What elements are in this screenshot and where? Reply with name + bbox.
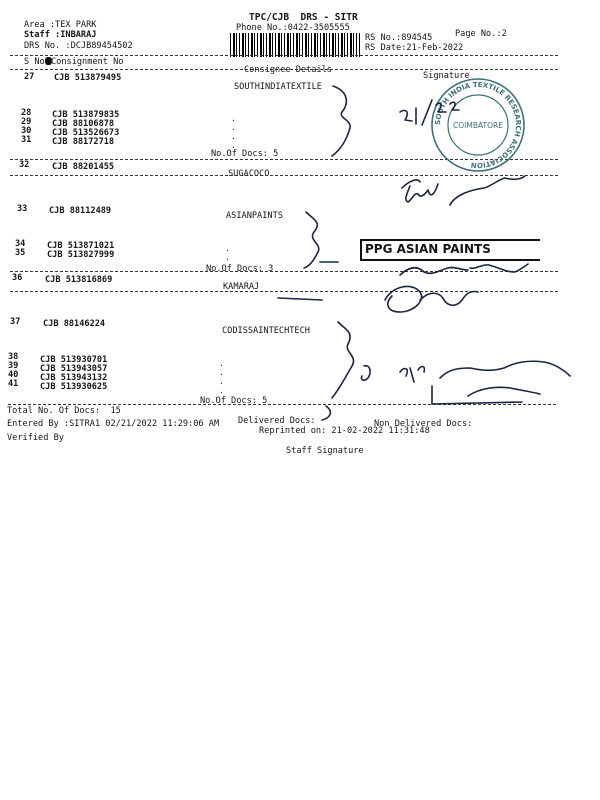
signature-stroke — [361, 366, 370, 380]
dot-mark: . — [219, 359, 224, 368]
consignment-number: CJB 513816869 — [45, 275, 113, 285]
serial-number: 36 — [12, 273, 23, 283]
col-consignee-details: Consignee Details — [244, 65, 332, 75]
serial-number: 27 — [24, 72, 35, 82]
col-consignment-no: Consignment No — [51, 57, 124, 67]
serial-number: 34 — [15, 239, 26, 249]
docs-count: No.Of Docs: 3 — [206, 264, 274, 274]
serial-number: 35 — [15, 248, 26, 258]
brace-mark — [332, 322, 354, 398]
consignment-number: CJB 88201455 — [52, 162, 115, 172]
consignment-number: CJB 513827999 — [47, 250, 115, 260]
signature-stroke — [432, 386, 522, 404]
dot-mark: . — [219, 377, 224, 386]
seal-city-text: COIMBATORE — [453, 121, 503, 130]
barcode — [230, 33, 360, 57]
rs-number: RS No.:894545 — [365, 33, 433, 43]
consignment-number: CJB 88112489 — [49, 206, 112, 216]
serial-number: 40 — [8, 370, 19, 380]
dash-mark — [278, 298, 322, 300]
signature-stroke — [440, 361, 570, 378]
consignee-name: SUGACOCO — [228, 169, 270, 179]
dot-mark: . — [231, 132, 236, 141]
docs-count: No.Of Docs: 5 — [211, 149, 279, 159]
consignment-number: CJB 88146224 — [43, 319, 106, 329]
ppg-stamp-text: PPG ASIAN PAINTS — [365, 242, 491, 256]
dot-mark: . — [225, 244, 230, 253]
reprinted-on: Reprinted on: 21-02-2022 11:31:48 — [259, 426, 430, 436]
dot-mark: . — [225, 253, 230, 262]
seal-ring-text: SOUTH INDIA TEXTILE RESEARCH ASSOCIATION — [433, 80, 523, 170]
consignment-number: CJB 513943057 — [40, 364, 108, 374]
drs-number: DRS No. :DCJB89454502 — [24, 41, 133, 51]
consignment-number: CJB 513930701 — [40, 355, 108, 365]
serial-number: 31 — [21, 135, 32, 145]
signature-stroke — [402, 180, 438, 202]
consignment-number: CJB 513930625 — [40, 382, 108, 392]
entered-by: Entered By :SITRA1 02/21/2022 11:29:06 AM — [7, 419, 220, 429]
company-seal-stamp — [428, 75, 528, 175]
divider — [8, 404, 556, 405]
area-label: Area :TEX PARK — [24, 20, 97, 30]
dot-mark: . — [219, 386, 224, 395]
staff-signature: Staff Signature — [286, 446, 364, 456]
staff-label: Staff :INBARAJ — [24, 30, 97, 40]
divider — [10, 291, 558, 292]
delivered-docs: Delivered Docs: — [238, 416, 316, 426]
brace-mark — [304, 212, 319, 268]
dot-mark: . — [219, 368, 224, 377]
serial-number: 28 — [21, 108, 32, 118]
signature-stroke — [400, 367, 424, 383]
consignment-number: CJB 513943132 — [40, 373, 108, 383]
serial-number: 38 — [8, 352, 19, 362]
divider — [10, 55, 558, 56]
consignment-number: CJB 88106878 — [52, 119, 115, 129]
consignment-number: CJB 513526673 — [52, 128, 120, 138]
consignee-name: KAMARAJ — [223, 282, 260, 292]
brace-mark — [332, 86, 350, 156]
consignment-number: CJB 513879495 — [54, 73, 122, 83]
serial-number: 33 — [17, 204, 28, 214]
signature-stroke — [468, 387, 540, 396]
col-s-no: S No — [24, 57, 45, 67]
total-docs: Total No. Of Docs: 15 — [7, 406, 121, 416]
divider — [10, 271, 558, 272]
page-number: Page No.:2 — [455, 29, 507, 39]
serial-number: 29 — [21, 117, 32, 127]
dot-mark: . — [231, 114, 236, 123]
signature-stroke — [400, 110, 412, 121]
serial-number: 41 — [8, 379, 19, 389]
serial-number: 30 — [21, 126, 32, 136]
dot-mark: . — [231, 141, 236, 150]
dot-mark: . — [231, 123, 236, 132]
serial-number: 32 — [19, 160, 30, 170]
consignee-name: SOUTHINDIATEXTILE — [234, 82, 322, 92]
brace-mark — [322, 406, 330, 420]
col-signature: Signature — [423, 71, 470, 81]
divider — [10, 69, 558, 70]
consignment-number: CJB 513871021 — [47, 241, 115, 251]
phone-number: Phone No.:0422-3505555 — [236, 23, 350, 33]
verified-by: Verified By — [7, 433, 64, 443]
consignment-number: CJB 88172718 — [52, 137, 115, 147]
docs-count: No.Of Docs: 5 — [200, 396, 268, 406]
signature-stroke — [450, 176, 525, 205]
non-delivered-docs: Non Delivered Docs: — [374, 419, 473, 429]
serial-number: 39 — [8, 361, 19, 371]
document-title: TPC/CJB DRS - SITR — [249, 12, 358, 23]
divider — [10, 175, 558, 176]
consignment-number: CJB 513879835 — [52, 110, 120, 120]
consignee-name: ASIANPAINTS — [226, 211, 283, 221]
consignee-name: CODISSAINTECHTECH — [222, 326, 310, 336]
rs-date: RS Date:21-Feb-2022 — [365, 43, 464, 53]
serial-number: 37 — [10, 317, 21, 327]
